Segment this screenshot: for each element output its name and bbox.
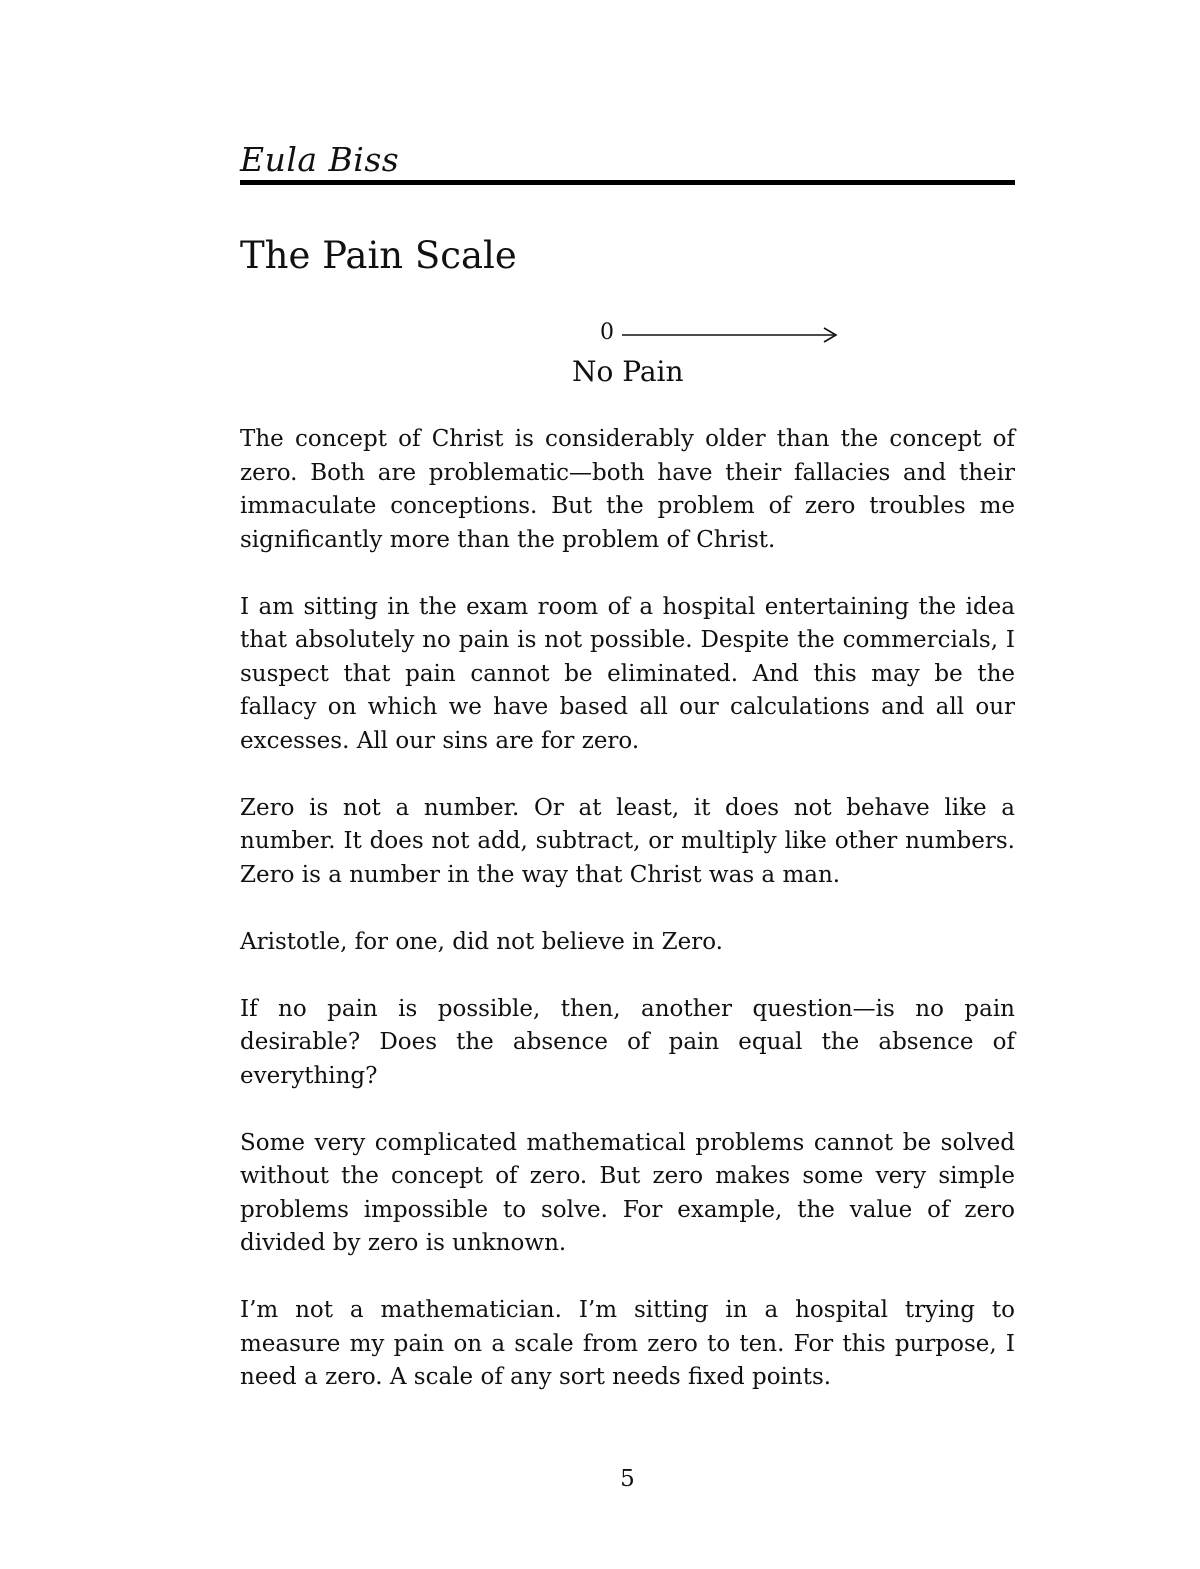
paragraph: Some very complicated mathematical problems cannot be solved without the concept of zero. But zero makes some very simple problems impossible to solve. For example, the value of zero divided by zero is unknown.: [240, 1129, 1015, 1256]
book-page: [240, 0, 1015, 1569]
paragraph: Zero is not a number. Or at least, it does not behave like a number. It does not add, subtract, or multiply like other numbers. Zero is a number in the way that Christ was a man.: [240, 794, 1015, 888]
scale-zero-number: 0: [600, 320, 614, 345]
chapter-title: The Pain Scale: [240, 234, 517, 277]
paragraph: I’m not a mathematician. I’m sitting in a hospital trying to measure my pain on a scale from zero to ten. For this purpose, I need a zero. A scale of any sort needs fixed points.: [240, 1297, 1015, 1390]
paragraph: If no pain is possible, then, another question—is no pain desirable? Does the absence of pain equal the absence of everything?: [240, 995, 1015, 1089]
pain-scale-marker: [570, 318, 870, 398]
header-rule: [240, 180, 1015, 185]
scale-no-pain-label: No Pain: [572, 355, 684, 388]
essay-body: [240, 423, 1015, 1428]
paragraph: I am sitting in the exam room of a hospital entertaining the idea that absolutely no pain is not possible. Despite the commercials, I suspect that pain cannot be eliminated. And this may be the fallacy on which we have based all our calculations and all our excesses. All our sins are for zero.: [240, 593, 1015, 754]
paragraph: The concept of Christ is considerably older than the concept of zero. Both are problematic—both have their fallacies and their immaculate conceptions. But the problem of zero troubles me significantly more than the problem of Christ.: [240, 426, 1015, 553]
paragraph: Aristotle, for one, did not believe in Zero.: [240, 928, 723, 955]
page-number: 5: [620, 1466, 635, 1492]
running-header-author: Eula Biss: [240, 140, 400, 179]
right-arrow-icon: [622, 324, 842, 346]
